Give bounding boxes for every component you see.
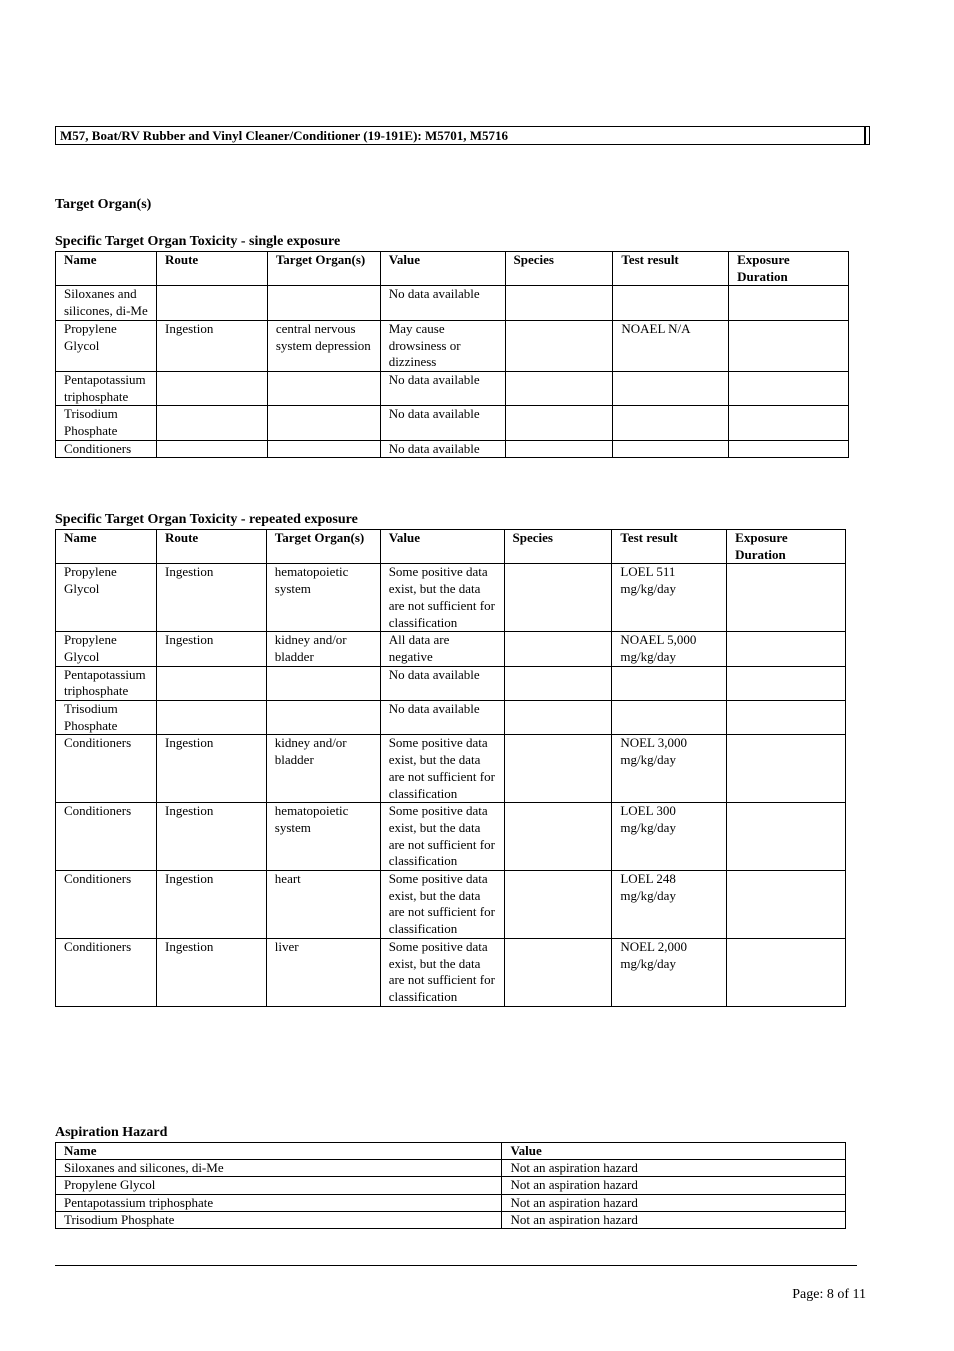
table-cell: Pentapotassium triphosphate — [56, 1194, 502, 1211]
table-cell — [505, 320, 613, 371]
table-cell: No data available — [380, 666, 504, 700]
table-cell: liver — [266, 938, 380, 1006]
aspiration-hazard-table — [55, 1142, 846, 1229]
table-cell — [727, 803, 846, 871]
repeated-exposure-table — [55, 529, 846, 1007]
table-cell: Some positive data exist, but the data are not sufficient for classification — [380, 803, 504, 871]
table-row — [56, 632, 846, 666]
table-cell: Pentapotassium triphosphate — [56, 666, 157, 700]
table-header-row — [56, 252, 849, 286]
table-cell: NOAEL 5,000 mg/kg/day — [612, 632, 727, 666]
table-cell — [156, 666, 266, 700]
table-cell — [727, 735, 846, 803]
table-cell — [729, 286, 849, 320]
table-cell — [612, 701, 727, 735]
table-cell: Conditioners — [56, 735, 157, 803]
column-header: Name — [56, 252, 157, 286]
table-cell — [727, 701, 846, 735]
header-box-shadow — [864, 126, 866, 145]
table-cell: LOEL 511 mg/kg/day — [612, 564, 727, 632]
column-header: Value — [380, 530, 504, 564]
table-cell: No data available — [380, 286, 505, 320]
column-header: Exposure Duration — [727, 530, 846, 564]
table-cell: NOAEL N/A — [613, 320, 729, 371]
table-cell: hematopoietic system — [266, 803, 380, 871]
table-row — [56, 871, 846, 939]
page-number: Page: 8 of 11 — [792, 1287, 866, 1302]
table-cell — [504, 938, 612, 1006]
single-exposure-table — [55, 251, 849, 458]
table-cell — [504, 701, 612, 735]
table-cell — [267, 406, 380, 440]
table-cell: Ingestion — [156, 938, 266, 1006]
table-cell: kidney and/or bladder — [266, 632, 380, 666]
table-cell — [729, 440, 849, 458]
table-cell: Propylene Glycol — [56, 632, 157, 666]
table-row — [56, 1177, 846, 1194]
table-cell — [729, 406, 849, 440]
table-cell — [504, 564, 612, 632]
table-cell — [504, 803, 612, 871]
table-cell: Propylene Glycol — [56, 320, 157, 371]
table-header-row — [56, 1143, 846, 1160]
table-row — [56, 320, 849, 371]
table-cell — [727, 938, 846, 1006]
table-cell — [505, 286, 613, 320]
table-row — [56, 286, 849, 320]
table-row — [56, 803, 846, 871]
repeated-exposure-title: Specific Target Organ Toxicity - repeated exposure — [55, 512, 358, 527]
table-cell: Propylene Glycol — [56, 1177, 502, 1194]
table-cell: Siloxanes and silicones, di-Me — [56, 1160, 502, 1177]
table-row — [56, 701, 846, 735]
table-cell — [505, 440, 613, 458]
column-header: Test result — [613, 252, 729, 286]
table-cell — [504, 666, 612, 700]
table-cell: No data available — [380, 440, 505, 458]
table-row — [56, 938, 846, 1006]
table-cell: central nervous system depression — [267, 320, 380, 371]
table-cell: Ingestion — [156, 803, 266, 871]
column-header: Value — [380, 252, 505, 286]
table-cell: Some positive data exist, but the data are not sufficient for classification — [380, 871, 504, 939]
column-header: Name — [56, 1143, 502, 1160]
table-cell: No data available — [380, 701, 504, 735]
table-cell — [727, 666, 846, 700]
table-cell: NOEL 2,000 mg/kg/day — [612, 938, 727, 1006]
table-cell: Conditioners — [56, 803, 157, 871]
table-cell: Ingestion — [156, 735, 266, 803]
table-cell: Trisodium Phosphate — [56, 1211, 502, 1228]
table-cell — [727, 564, 846, 632]
table-cell: Ingestion — [156, 632, 266, 666]
table-cell — [613, 440, 729, 458]
table-cell: Trisodium Phosphate — [56, 701, 157, 735]
table-row — [56, 735, 846, 803]
table-cell: Not an aspiration hazard — [502, 1160, 846, 1177]
table-cell — [267, 440, 380, 458]
table-cell — [156, 286, 267, 320]
table-cell: Conditioners — [56, 938, 157, 1006]
table-row — [56, 1211, 846, 1228]
table-cell: Trisodium Phosphate — [56, 406, 157, 440]
column-header: Route — [156, 530, 266, 564]
table-cell: Propylene Glycol — [56, 564, 157, 632]
footer-divider — [55, 1265, 857, 1266]
table-cell: Conditioners — [56, 871, 157, 939]
table-cell — [156, 371, 267, 405]
table-cell — [727, 632, 846, 666]
table-cell — [729, 371, 849, 405]
column-header: Exposure Duration — [729, 252, 849, 286]
column-header: Species — [504, 530, 612, 564]
table-cell: No data available — [380, 371, 505, 405]
table-row — [56, 1160, 846, 1177]
column-header: Species — [505, 252, 613, 286]
column-header: Test result — [612, 530, 727, 564]
table-cell: LOEL 300 mg/kg/day — [612, 803, 727, 871]
table-cell — [505, 371, 613, 405]
table-cell: Some positive data exist, but the data are not sufficient for classification — [380, 564, 504, 632]
table-cell: Some positive data exist, but the data are not sufficient for classification — [380, 735, 504, 803]
table-row — [56, 666, 846, 700]
table-cell — [729, 320, 849, 371]
single-exposure-title: Specific Target Organ Toxicity - single exposure — [55, 234, 341, 249]
table-cell: Pentapotassium triphosphate — [56, 371, 157, 405]
table-cell: May cause drowsiness or dizziness — [380, 320, 505, 371]
table-cell — [156, 701, 266, 735]
column-header: Target Organ(s) — [266, 530, 380, 564]
table-row — [56, 1194, 846, 1211]
table-cell — [504, 735, 612, 803]
table-cell: heart — [266, 871, 380, 939]
column-header: Route — [156, 252, 267, 286]
table-cell: Some positive data exist, but the data are not sufficient for classification — [380, 938, 504, 1006]
table-cell: Not an aspiration hazard — [502, 1194, 846, 1211]
table-row — [56, 371, 849, 405]
table-row — [56, 440, 849, 458]
table-cell: Not an aspiration hazard — [502, 1177, 846, 1194]
table-cell: Ingestion — [156, 871, 266, 939]
table-header-row — [56, 530, 846, 564]
table-cell — [266, 701, 380, 735]
table-row — [56, 406, 849, 440]
table-cell — [613, 371, 729, 405]
table-row — [56, 564, 846, 632]
table-cell — [727, 871, 846, 939]
table-cell — [266, 666, 380, 700]
table-cell — [504, 871, 612, 939]
table-cell — [156, 406, 267, 440]
table-cell — [504, 632, 612, 666]
table-cell: No data available — [380, 406, 505, 440]
table-cell: NOEL 3,000 mg/kg/day — [612, 735, 727, 803]
table-cell — [505, 406, 613, 440]
table-cell — [267, 371, 380, 405]
table-cell — [156, 440, 267, 458]
table-cell — [613, 406, 729, 440]
aspiration-hazard-title: Aspiration Hazard — [55, 1125, 168, 1140]
table-cell: Ingestion — [156, 320, 267, 371]
table-cell: Siloxanes and silicones, di-Me — [56, 286, 157, 320]
table-cell — [613, 286, 729, 320]
table-cell — [612, 666, 727, 700]
column-header: Value — [502, 1143, 846, 1160]
table-cell — [267, 286, 380, 320]
table-cell: kidney and/or bladder — [266, 735, 380, 803]
table-cell: Not an aspiration hazard — [502, 1211, 846, 1228]
table-cell: All data are negative — [380, 632, 504, 666]
column-header: Name — [56, 530, 157, 564]
table-cell: Conditioners — [56, 440, 157, 458]
table-cell: LOEL 248 mg/kg/day — [612, 871, 727, 939]
section-title-target-organs: Target Organ(s) — [55, 197, 152, 212]
column-header: Target Organ(s) — [267, 252, 380, 286]
table-cell: hematopoietic system — [266, 564, 380, 632]
table-cell: Ingestion — [156, 564, 266, 632]
document-header: M57, Boat/RV Rubber and Vinyl Cleaner/Conditioner (19-191E): M5701, M5716 — [55, 126, 870, 145]
